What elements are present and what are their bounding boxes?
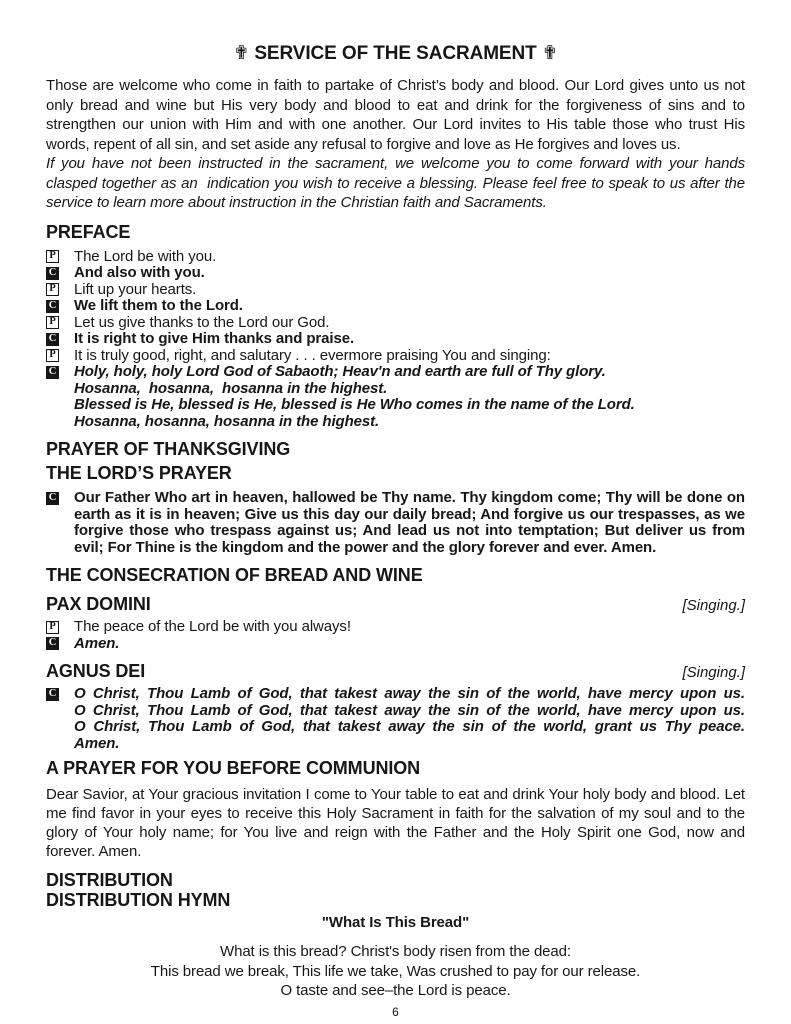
sanctus-line: Blessed is He, blessed is He, blessed is He Who comes in the name of the Lord. [74, 396, 635, 413]
agnus-dei-line: O Christ, Thou Lamb of God, that takest away the sin of the world, have mercy upon us. [74, 701, 745, 719]
versicle-text: Lift up your hearts. [74, 280, 197, 298]
versicle-text: The peace of the Lord be with you always! [74, 618, 351, 635]
pastor-marker: P [46, 283, 59, 296]
agnus-dei-line: Amen. [74, 734, 120, 752]
versicle-line [46, 298, 745, 315]
agnus-dei-line: O Christ, Thou Lamb of God, that takest away the sin of the world, grant us Thy peace. [74, 718, 745, 735]
versicle-line [46, 249, 745, 266]
cross-icon: ✟ [233, 43, 250, 64]
versicle-text: The Lord be with you. [74, 247, 217, 265]
sanctus-line: Holy, holy, holy Lord God of Sabaoth; Heav'n and earth are full of Thy glory. [74, 363, 606, 380]
pax-domini-versicles [46, 619, 745, 652]
singing-rubric: [Singing.] [682, 597, 745, 614]
congregation-marker: C [46, 637, 59, 650]
congregation-marker: C [46, 267, 59, 280]
hymn-verse-line: This bread we break, This life we take, Was crushed to pay for our release. [150, 962, 641, 980]
page-number: 6 [392, 1005, 399, 1019]
section-heading-distribution: DISTRIBUTION [46, 870, 173, 890]
section-heading-thanksgiving: PRAYER OF THANKSGIVING [46, 439, 291, 459]
sanctus-response [46, 364, 745, 430]
versicle-line [46, 348, 745, 365]
communion-prayer-text: Dear Savior, at Your gracious invitation I come to Your table to eat and drink Your holy body and blood. Let me find favor in your eyes to receive this Holy Sacrament in faith for the salvation of my soul and to the glory of Your holy name; for You live and reign with the Father and the Holy Spirit one God, now and forever. Amen. [46, 786, 745, 860]
section-heading-preface: PREFACE [46, 221, 131, 242]
pastor-marker: P [46, 250, 59, 263]
section-heading-consecration: THE CONSECRATION OF BREAD AND WINE [46, 565, 423, 585]
section-heading-pax-domini: PAX DOMINI [46, 594, 151, 614]
pastor-marker: P [46, 349, 59, 362]
versicle-line [46, 619, 745, 636]
pastor-marker: P [46, 621, 59, 634]
hymn-title: "What Is This Bread" [321, 914, 470, 931]
singing-rubric: [Singing.] [682, 664, 745, 681]
sanctus-line: Hosanna, hosanna, hosanna in the highest. [74, 379, 388, 397]
congregation-marker: C [46, 300, 59, 313]
intro-italic-paragraph: If you have not been instructed in the sacrament, we welcome you to come forward with your hands clasped together as an indication you wish to receive a blessing. Please feel free to speak to us after the service to learn more about instruction in the Christian faith and Sacraments. [46, 155, 745, 211]
hymn-verse-line: O taste and see–the Lord is peace. [280, 982, 511, 999]
congregation-marker: C [46, 688, 59, 701]
versicle-line [46, 282, 745, 299]
versicle-text: And also with you. [74, 264, 205, 281]
agnus-dei-text [74, 686, 745, 752]
agnus-dei-line: O Christ, Thou Lamb of God, that takest away the sin of the world, have mercy upon us. [74, 685, 745, 702]
versicle-line [46, 636, 745, 653]
page-title-text: SERVICE OF THE SACRAMENT [254, 43, 537, 64]
section-heading-communion-prayer: A PRAYER FOR YOU BEFORE COMMUNION [46, 758, 421, 778]
versicle-line [46, 315, 745, 332]
section-heading-agnus-dei: AGNUS DEI [46, 661, 146, 681]
versicle-text: It is truly good, right, and salutary . . . evermore praising You and singing: [74, 346, 551, 364]
agnus-dei-heading-row [46, 661, 745, 681]
section-heading-lords-prayer: THE LORD’S PRAYER [46, 463, 232, 483]
congregation-marker: C [46, 333, 59, 346]
versicle-text: Amen. [74, 634, 120, 652]
versicle-text: Let us give thanks to the Lord our God. [74, 313, 330, 331]
hymn-verse [46, 942, 745, 1001]
versicle-line [46, 490, 745, 556]
lords-prayer-block [46, 490, 745, 556]
section-heading-distribution-hymn: DISTRIBUTION HYMN [46, 890, 231, 910]
lords-prayer-text: Our Father Who art in heaven, hallowed be Thy name. Thy kingdom come; Thy will be done on earth as it is in heaven; Give us this day our daily bread; And forgive us our trespasses, as we forgive those who trespass against us; And lead us not into temptation; But deliver us from evil; For Thine is the kingdom and the power and the glory forever and ever. Amen. [74, 489, 745, 556]
agnus-dei-response [46, 686, 745, 752]
versicle-text: It is right to give Him thanks and praise. [74, 330, 355, 347]
preface-versicles [46, 249, 745, 431]
versicle-text: We lift them to the Lord. [74, 297, 243, 314]
agnus-dei-block [46, 686, 745, 752]
congregation-marker: C [46, 492, 59, 505]
intro-paragraph: Those are welcome who come in faith to partake of Christ’s body and blood. Our Lord gives unto us not only bread and wine but His very body and blood to eat and drink for the forgiveness of sins and to strengthen our union with Him and with one another. Our Lord invites to His table those who trust His words, repent of all sin, and set aside any refusal to forgive and love as He forgives and loves us. [46, 77, 745, 153]
sanctus-text [74, 364, 745, 430]
intro-block [46, 76, 745, 213]
sanctus-line: Hosanna, hosanna, hosanna in the highest. [74, 412, 380, 430]
hymn-verse-line: What is this bread? Christ's body risen from the dead: [220, 943, 571, 960]
versicle-line [46, 265, 745, 282]
congregation-marker: C [46, 366, 59, 379]
pastor-marker: P [46, 316, 59, 329]
page-title [46, 44, 745, 64]
pax-domini-heading-row [46, 594, 745, 614]
cross-icon: ✟ [541, 43, 558, 64]
versicle-line [46, 331, 745, 348]
